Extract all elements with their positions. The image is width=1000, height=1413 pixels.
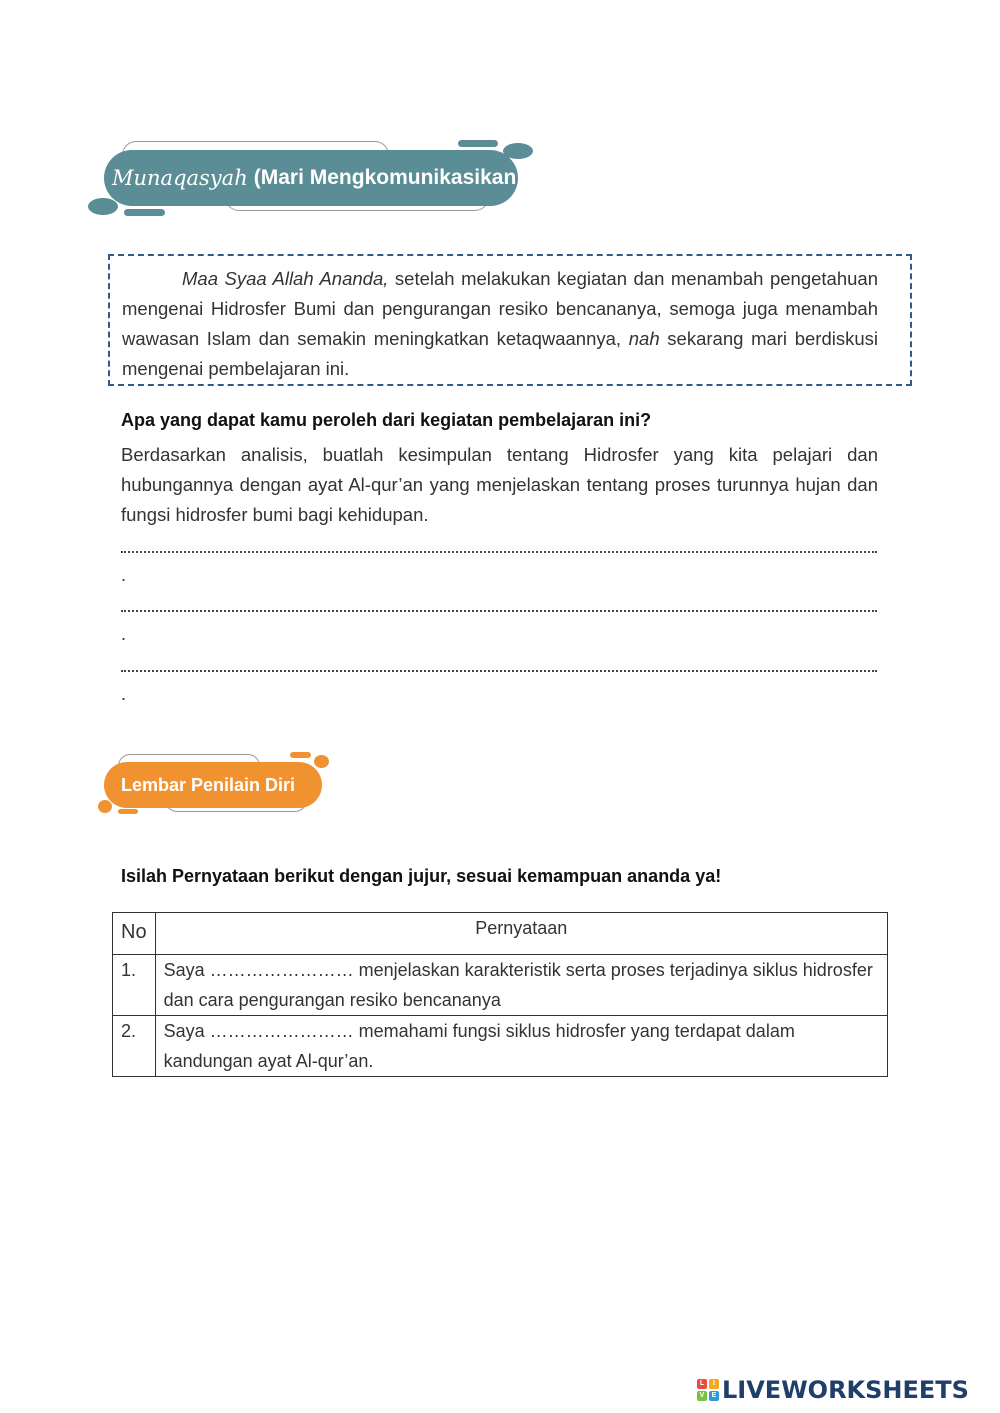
intro-paragraph xyxy=(122,264,878,384)
row-line1: menjelaskan karakteristik serta proses terjadinya siklus hidrosfer xyxy=(353,960,873,980)
intro-box xyxy=(108,254,912,386)
row-blank[interactable]: …………………… xyxy=(209,960,354,980)
logo-letter: E xyxy=(709,1391,719,1401)
intro-text-2: sekarang mari berdiskusi mengenai pembelajaran ini. xyxy=(122,328,878,379)
logo-letter: L xyxy=(697,1379,707,1389)
liveworksheets-watermark xyxy=(697,1376,969,1404)
row-no: 2. xyxy=(113,1016,156,1077)
decor-dot xyxy=(88,198,118,215)
row-no: 1. xyxy=(113,955,156,1016)
intro-italic-lead: Maa Syaa Allah Ananda, xyxy=(182,268,389,289)
logo-letter: V xyxy=(697,1391,707,1401)
row-line2: dan cara pengurangan resiko bencananya xyxy=(163,990,501,1010)
penilaian-title: Lembar Penilain Diri xyxy=(121,774,296,795)
decor-dot xyxy=(98,800,112,813)
row-line2: kandungan ayat Al-qur’an. xyxy=(163,1051,374,1071)
decor-dash xyxy=(124,209,165,216)
intro-italic-word: nah xyxy=(628,328,660,349)
banner-script-title: Munaqasyah xyxy=(112,166,248,190)
row-prefix: Saya xyxy=(163,960,210,980)
intro-text-1: setelah melakukan kegiatan dan menambah pengetahuan mengenai Hidrosfer Bumi dan pengurangan resiko bencananya, semoga juga menambah wawasan Islam dan semakin meningkatkan ketaqwaannya, xyxy=(122,268,878,349)
question-title: Apa yang dapat kamu peroleh dari kegiatan pembelajaran ini? xyxy=(121,410,652,430)
table-header-row xyxy=(113,913,888,955)
logo-letter: I xyxy=(709,1379,719,1389)
decor-dash xyxy=(458,140,498,147)
liveworksheets-logo-icon xyxy=(697,1379,719,1401)
answer-line-end: . xyxy=(121,624,127,644)
decor-dot xyxy=(314,755,329,768)
answer-line-1[interactable] xyxy=(121,548,877,553)
decor-dash xyxy=(118,809,138,814)
munaqasyah-banner xyxy=(104,150,524,206)
decor-dash xyxy=(290,752,311,758)
row-line1: memahami fungsi siklus hidrosfer yang terdapat dalam xyxy=(353,1021,795,1041)
question-instruction: Berdasarkan analisis, buatlah kesimpulan tentang Hidrosfer yang kita pelajari dan hubungannya dengan ayat Al-qur’an yang menjelaskan tentang proses turunnya hujan dan fungsi hidrosfer bumi bagi kehidupan. xyxy=(121,444,878,525)
table-intro: Isilah Pernyataan berikut dengan jujur, sesuai kemampuan ananda ya! xyxy=(121,866,722,886)
answer-line-end: . xyxy=(121,565,127,585)
table-row xyxy=(113,1016,888,1077)
statement-table xyxy=(112,912,888,1077)
watermark-text: LIVEWORKSHEETS xyxy=(722,1376,969,1404)
banner-subtitle: (Mari Mengkomunikasikan) xyxy=(253,166,524,189)
answer-line-3[interactable] xyxy=(121,667,877,672)
row-blank[interactable]: …………………… xyxy=(209,1021,354,1041)
answer-line-end: . xyxy=(121,684,127,704)
row-prefix: Saya xyxy=(163,1021,210,1041)
table-row xyxy=(113,955,888,1016)
penilaian-banner xyxy=(104,762,322,808)
row-statement xyxy=(155,955,887,1016)
header-no: No xyxy=(113,913,156,955)
row-statement xyxy=(155,1016,887,1077)
header-statement: Pernyataan xyxy=(155,913,887,955)
answer-line-2[interactable] xyxy=(121,607,877,612)
